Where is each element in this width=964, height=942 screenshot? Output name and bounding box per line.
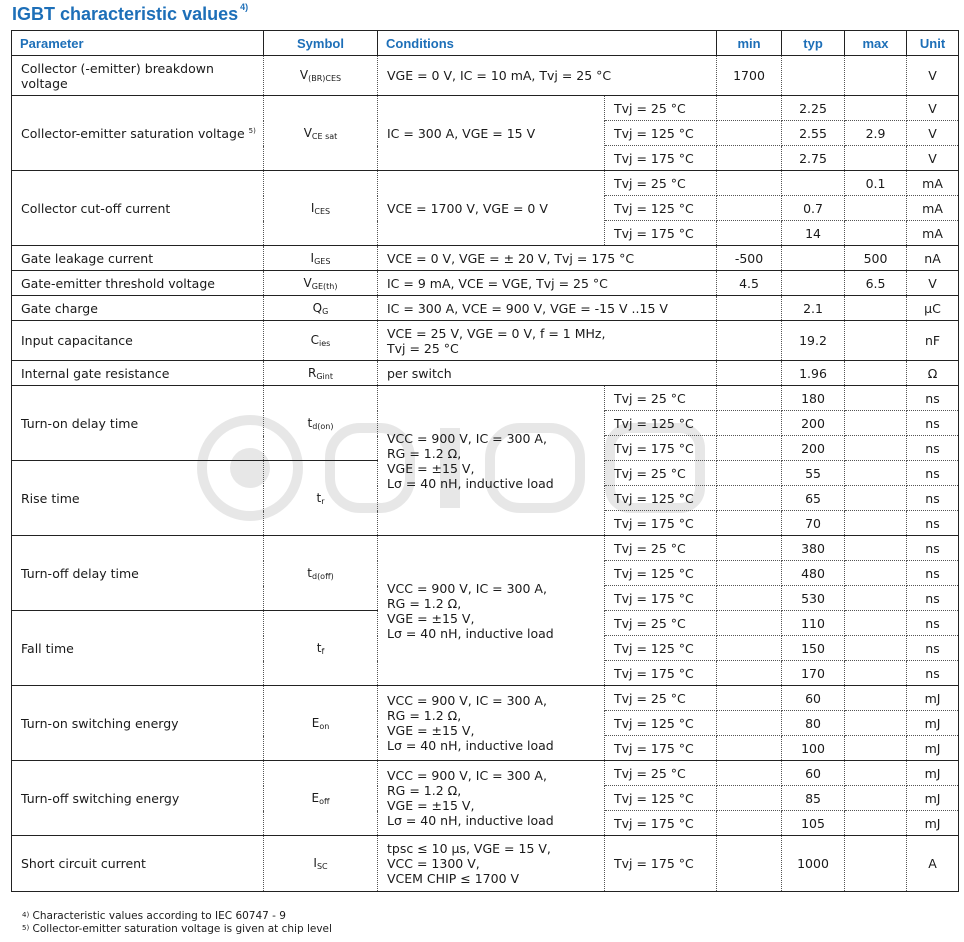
unit-value: mJ [907,811,959,836]
max-value [845,196,907,221]
tvj-cond: Tvj = 175 °C [605,511,717,536]
min-value: 1700 [717,56,782,96]
symbol-tf: $t_f$ [264,611,378,686]
tvj-cond: Tvj = 175 °C [605,436,717,461]
min-value [717,436,782,461]
symbol-isc: $I_{SC}$ [264,836,378,892]
unit-value: Ω [907,361,959,386]
footnote-4: $^{4)}$ Characteristic values according to IEC 60747 - 9 [22,910,286,922]
param-eoff: Turn-off switching energy [12,761,264,836]
min-value [717,536,782,561]
tvj-cond: Tvj = 25 °C [605,461,717,486]
typ-value [782,56,845,96]
symbol-ices: $I_{CES}$ [264,171,378,246]
max-value [845,536,907,561]
symbol-tdoff: $t_{d(off)}$ [264,536,378,611]
tvj-cond: Tvj = 25 °C [605,171,717,196]
symbol-tr: $t_r$ [264,461,378,536]
unit-value: mA [907,171,959,196]
unit-value: mA [907,221,959,246]
header-symbol: Symbol [264,31,378,56]
min-value [717,686,782,711]
igbt-spec-table [11,30,959,892]
param-vcesat: Collector-emitter saturation voltage $^{5)}$ [12,96,264,171]
typ-value: 105 [782,811,845,836]
min-value [717,811,782,836]
tvj-cond: Tvj = 125 °C [605,121,717,146]
table-row [12,56,959,96]
param-isc: Short circuit current [12,836,264,892]
typ-value: 1.96 [782,361,845,386]
min-value [717,611,782,636]
max-value [845,761,907,786]
tvj-cond: Tvj = 175 °C [605,736,717,761]
page-title [12,4,248,25]
symbol-vbrces: $V_{(BR)CES}$ [264,56,378,96]
typ-value: 1000 [782,836,845,892]
tvj-cond: Tvj = 175 °C [605,836,717,892]
unit-value: ns [907,536,959,561]
min-value: 4.5 [717,271,782,296]
cond-eon: VCC = 900 V, IC = 300 A, RG = 1.2 Ω, VGE = ±15 V, Lσ = 40 nH, inductive load [378,686,605,761]
unit-value: V [907,56,959,96]
min-value [717,836,782,892]
typ-value: 200 [782,436,845,461]
table-row [12,296,959,321]
param-tr: Rise time [12,461,264,536]
max-value: 0.1 [845,171,907,196]
min-value [717,196,782,221]
symbol-qg: $Q_G$ [264,296,378,321]
min-value [717,411,782,436]
table-row [12,171,959,196]
typ-value: 55 [782,461,845,486]
tvj-cond: Tvj = 25 °C [605,611,717,636]
unit-value: mJ [907,786,959,811]
min-value [717,786,782,811]
table-row [12,246,959,271]
typ-value [782,271,845,296]
header-typ: typ [782,31,845,56]
param-vgeth: Gate-emitter threshold voltage [12,271,264,296]
unit-value: ns [907,561,959,586]
typ-value: 14 [782,221,845,246]
symbol-cies: $C_{ies}$ [264,321,378,361]
unit-value: mJ [907,711,959,736]
unit-value: ns [907,386,959,411]
typ-value: 480 [782,561,845,586]
typ-value: 170 [782,661,845,686]
unit-value: ns [907,586,959,611]
unit-value: ns [907,461,959,486]
max-value: 500 [845,246,907,271]
max-value [845,611,907,636]
cond-qg: IC = 300 A, VCE = 900 V, VGE = -15 V ..15 V [378,296,717,321]
max-value [845,96,907,121]
typ-value: 2.75 [782,146,845,171]
max-value [845,811,907,836]
max-value [845,661,907,686]
typ-value: 0.7 [782,196,845,221]
param-eon: Turn-on switching energy [12,686,264,761]
table-row [12,271,959,296]
typ-value: 2.55 [782,121,845,146]
tvj-cond: Tvj = 125 °C [605,196,717,221]
unit-value: ns [907,636,959,661]
header-max: max [845,31,907,56]
min-value [717,511,782,536]
max-value [845,221,907,246]
unit-value: V [907,121,959,146]
param-tdoff: Turn-off delay time [12,536,264,611]
max-value [845,511,907,536]
max-value [845,636,907,661]
unit-value: nA [907,246,959,271]
tvj-cond: Tvj = 125 °C [605,561,717,586]
param-rgint: Internal gate resistance [12,361,264,386]
max-value [845,561,907,586]
title-text: IGBT characteristic values [12,4,239,24]
tvj-cond: Tvj = 25 °C [605,96,717,121]
header-conditions: Conditions [378,31,717,56]
cond-vcesat: IC = 300 A, VGE = 15 V [378,96,605,171]
max-value [845,361,907,386]
unit-value: V [907,96,959,121]
max-value [845,321,907,361]
table-header-row [12,31,959,56]
cond-rgint: per switch [378,361,717,386]
cond-cies: VCE = 25 V, VGE = 0 V, f = 1 MHz, Tvj = 25 °C [378,321,717,361]
typ-value [782,246,845,271]
min-value [717,561,782,586]
typ-value: 19.2 [782,321,845,361]
unit-value: V [907,146,959,171]
param-ices: Collector cut-off current [12,171,264,246]
typ-value [782,171,845,196]
min-value [717,636,782,661]
symbol-eoff: $E_{off}$ [264,761,378,836]
footnote-5: $^{5)}$ Collector-emitter saturation voltage is given at chip level [22,923,332,935]
max-value [845,711,907,736]
table-row [12,386,959,411]
min-value [717,171,782,196]
unit-value: mJ [907,761,959,786]
table-row [12,361,959,386]
max-value [845,586,907,611]
typ-value: 100 [782,736,845,761]
typ-value: 60 [782,686,845,711]
max-value [845,296,907,321]
max-value [845,786,907,811]
typ-value: 180 [782,386,845,411]
unit-value: ns [907,436,959,461]
tvj-cond: Tvj = 25 °C [605,386,717,411]
tvj-cond: Tvj = 125 °C [605,636,717,661]
unit-value: mJ [907,736,959,761]
unit-value: V [907,271,959,296]
typ-value: 85 [782,786,845,811]
table-row [12,321,959,361]
param-tf: Fall time [12,611,264,686]
max-value [845,486,907,511]
tvj-cond: Tvj = 25 °C [605,761,717,786]
tvj-cond: Tvj = 175 °C [605,146,717,171]
symbol-rgint: $R_{Gint}$ [264,361,378,386]
min-value [717,121,782,146]
table-row [12,836,959,892]
table-row [12,96,959,121]
typ-value: 2.1 [782,296,845,321]
min-value [717,761,782,786]
max-value [845,836,907,892]
tvj-cond: Tvj = 175 °C [605,586,717,611]
symbol-eon: $E_{on}$ [264,686,378,761]
unit-value: µC [907,296,959,321]
typ-value: 80 [782,711,845,736]
min-value [717,361,782,386]
tvj-cond: Tvj = 175 °C [605,811,717,836]
footnotes [22,910,332,936]
typ-value: 2.25 [782,96,845,121]
tvj-cond: Tvj = 125 °C [605,486,717,511]
max-value: 6.5 [845,271,907,296]
unit-value: ns [907,661,959,686]
title-footnote-mark: 4) [240,2,249,12]
cond-eoff: VCC = 900 V, IC = 300 A, RG = 1.2 Ω, VGE = ±15 V, Lσ = 40 nH, inductive load [378,761,605,836]
header-min: min [717,31,782,56]
max-value [845,736,907,761]
unit-value: A [907,836,959,892]
cond-isc: tpsc ≤ 10 µs, VGE = 15 V, VCC = 1300 V, VCEM CHIP ≤ 1700 V [378,836,605,892]
max-value [845,411,907,436]
typ-value: 150 [782,636,845,661]
unit-value: ns [907,511,959,536]
cond-iges: VCE = 0 V, VGE = ± 20 V, Tvj = 175 °C [378,246,717,271]
typ-value: 70 [782,511,845,536]
symbol-tdon: $t_{d(on)}$ [264,386,378,461]
tvj-cond: Tvj = 25 °C [605,686,717,711]
tvj-cond: Tvj = 175 °C [605,661,717,686]
param-iges: Gate leakage current [12,246,264,271]
min-value [717,296,782,321]
table-row [12,686,959,711]
tvj-cond: Tvj = 125 °C [605,786,717,811]
min-value [717,146,782,171]
min-value: -500 [717,246,782,271]
table-row [12,761,959,786]
min-value [717,736,782,761]
symbol-vgeth: $V_{GE(th)}$ [264,271,378,296]
cond-breakdown: VGE = 0 V, IC = 10 mA, Tvj = 25 °C [378,56,717,96]
param-cies: Input capacitance [12,321,264,361]
max-value [845,686,907,711]
unit-value: mA [907,196,959,221]
typ-value: 200 [782,411,845,436]
min-value [717,661,782,686]
param-tdon: Turn-on delay time [12,386,264,461]
tvj-cond: Tvj = 125 °C [605,411,717,436]
header-unit: Unit [907,31,959,56]
tvj-cond: Tvj = 175 °C [605,221,717,246]
max-value: 2.9 [845,121,907,146]
param-qg: Gate charge [12,296,264,321]
min-value [717,461,782,486]
unit-value: ns [907,611,959,636]
unit-value: ns [907,411,959,436]
max-value [845,461,907,486]
min-value [717,586,782,611]
tvj-cond: Tvj = 125 °C [605,711,717,736]
unit-value: mJ [907,686,959,711]
typ-value: 110 [782,611,845,636]
max-value [845,436,907,461]
max-value [845,56,907,96]
symbol-iges: $I_{GES}$ [264,246,378,271]
cond-switching-on: VCC = 900 V, IC = 300 A, RG = 1.2 Ω, VGE = ±15 V, Lσ = 40 nH, inductive load [378,386,605,536]
min-value [717,221,782,246]
unit-value: ns [907,486,959,511]
min-value [717,711,782,736]
cond-ices: VCE = 1700 V, VGE = 0 V [378,171,605,246]
tvj-cond: Tvj = 25 °C [605,536,717,561]
typ-value: 530 [782,586,845,611]
table-row [12,536,959,561]
max-value [845,386,907,411]
min-value [717,321,782,361]
min-value [717,486,782,511]
min-value [717,386,782,411]
cond-switching-off: VCC = 900 V, IC = 300 A, RG = 1.2 Ω, VGE = ±15 V, Lσ = 40 nH, inductive load [378,536,605,686]
min-value [717,96,782,121]
typ-value: 380 [782,536,845,561]
cond-vgeth: IC = 9 mA, VCE = VGE, Tvj = 25 °C [378,271,717,296]
param-breakdown-voltage: Collector (-emitter) breakdown voltage [12,56,264,96]
unit-value: nF [907,321,959,361]
max-value [845,146,907,171]
typ-value: 60 [782,761,845,786]
header-parameter: Parameter [12,31,264,56]
symbol-vcesat: $V_{CE sat}$ [264,96,378,171]
typ-value: 65 [782,486,845,511]
